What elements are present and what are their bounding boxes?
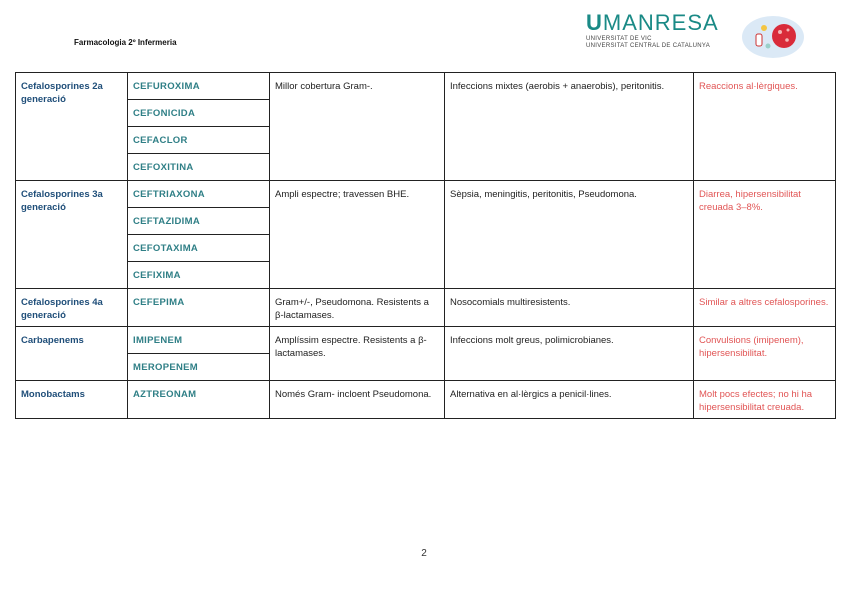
antibiotics-table [15,72,836,419]
group-cell: Carbapenems [16,327,128,381]
logo-name-rest: MANRESA [602,10,719,35]
table-row [16,381,836,419]
logo-u: U [586,10,603,35]
table-row [16,289,836,327]
drug-cell: CEFTRIAXONA [128,181,270,208]
indications-cell: Infeccions molt greus, polimicrobianes. [445,327,694,381]
adverse-cell: Convulsions (imipenem), hipersensibilitat. [694,327,836,381]
table-row [16,181,836,208]
indications-cell: Infeccions mixtes (aerobis + anaerobis), peritonitis. [445,73,694,181]
drug-cell: CEFUROXIMA [128,73,270,100]
drug-cell: CEFTAZIDIMA [128,208,270,235]
spectrum-cell: Només Gram- incloent Pseudomona. [270,381,445,419]
page-number: 2 [421,548,427,559]
umanresa-logo [586,12,736,62]
adverse-cell: Similar a altres cefalosporines. [694,289,836,327]
drug-cell: CEFACLOR [128,127,270,154]
spectrum-cell: Gram+/-, Pseudomona. Resistents a β-lactamases. [270,289,445,327]
group-cell: Cefalosporines 3a generació [16,181,128,289]
group-cell: Monobactams [16,381,128,419]
drug-cell: IMIPENEM [128,327,270,354]
logo-line-1: UNIVERSITAT DE VIC [586,36,652,42]
adverse-cell: Diarrea, hipersensibilitat creuada 3–8%. [694,181,836,289]
adverse-cell: Molt pocs efectes; no hi ha hipersensibilitat creuada. [694,381,836,419]
drug-cell: CEFOTAXIMA [128,235,270,262]
table-row [16,73,836,100]
logo-line-2: UNIVERSITAT CENTRAL DE CATALUNYA [586,43,711,49]
group-cell: Cefalosporines 2a generació [16,73,128,181]
drug-cell: CEFONICIDA [128,100,270,127]
table-row [16,327,836,354]
indications-cell: Alternativa en al·lèrgics a penicil·lines. [445,381,694,419]
cell-illustration-icon [740,14,806,60]
spectrum-cell: Ampli espectre; travessen BHE. [270,181,445,289]
header-title: Farmacologia 2º Infermeria [74,38,177,47]
group-cell: Cefalosporines 4a generació [16,289,128,327]
drug-cell: AZTREONAM [128,381,270,419]
spectrum-cell: Amplíssim espectre. Resistents a β-lactamases. [270,327,445,381]
drug-cell: CEFOXITINA [128,154,270,181]
indications-cell: Sèpsia, meningitis, peritonitis, Pseudomona. [445,181,694,289]
drug-cell: CEFEPIMA [128,289,270,327]
spectrum-cell: Millor cobertura Gram-. [270,73,445,181]
drug-cell: MEROPENEM [128,354,270,381]
drug-cell: CEFIXIMA [128,262,270,289]
adverse-cell: Reaccions al·lèrgiques. [694,73,836,181]
indications-cell: Nosocomials multiresistents. [445,289,694,327]
